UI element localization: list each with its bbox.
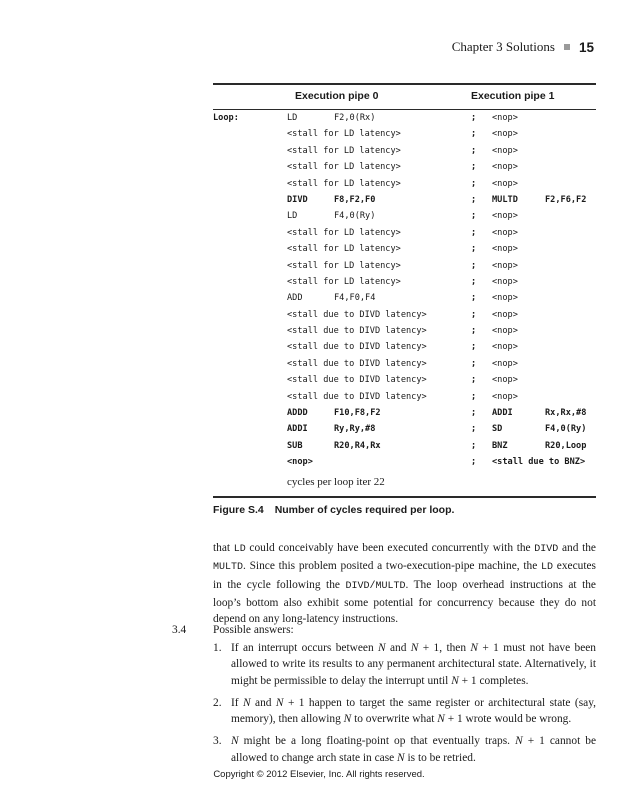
pipe-separator: ; xyxy=(471,408,477,419)
pipe0-op: SUB xyxy=(287,440,303,451)
table-row xyxy=(213,323,596,339)
pipe0-op: <stall due to DIVD latency> xyxy=(287,391,427,402)
pipe-separator: ; xyxy=(471,391,477,402)
list-text: If xyxy=(231,696,244,709)
table-row xyxy=(213,225,596,241)
pipe1-op: <nop> xyxy=(492,129,518,140)
pipe1-op: <nop> xyxy=(492,227,518,238)
para-code: LD xyxy=(233,544,246,555)
pipe1-op: <nop> xyxy=(492,276,518,287)
page-header xyxy=(452,37,594,57)
para-code: MULTD xyxy=(213,562,244,574)
pipe-separator: ; xyxy=(471,178,477,189)
table-row xyxy=(213,339,596,355)
pipe-separator: ; xyxy=(471,211,477,222)
para-text: executes in the cycle following the xyxy=(213,560,596,591)
para-text: . The loop overhead instructions at the loop’s bottom also exhibit some potential for concurrency because they do not depend on any long-latency instructions. xyxy=(213,578,596,626)
pipe1-op: <nop> xyxy=(492,178,518,189)
para-text: . Since this problem posited a two-execution-pipe machine, the xyxy=(243,560,542,573)
para-text: that xyxy=(213,542,234,554)
pipe1-op: <nop> xyxy=(492,309,518,320)
table-row xyxy=(213,454,596,470)
list-item-number: 2. xyxy=(213,696,222,709)
section-title: Possible answers: xyxy=(213,624,294,636)
list-text: to overwrite what xyxy=(351,713,438,726)
list-text: If an interrupt occurs between xyxy=(231,642,379,654)
pipe1-args: F2,F6,F2 xyxy=(545,194,587,205)
table-row xyxy=(213,372,596,388)
chapter-title: Chapter 3 Solutions xyxy=(451,39,555,54)
list-item xyxy=(213,695,596,728)
pipe0-op: <stall for LD latency> xyxy=(287,260,401,271)
pipe0-op: <stall for LD latency> xyxy=(287,178,401,189)
pipe0-op: <stall for LD latency> xyxy=(287,227,401,238)
pipe1-op: <nop> xyxy=(492,260,518,271)
para-code: LD xyxy=(541,562,554,574)
pipe-separator: ; xyxy=(471,440,477,451)
pipe1-op: SD xyxy=(492,424,503,435)
body-paragraph xyxy=(213,540,596,627)
pipe-separator: ; xyxy=(471,145,477,156)
list-text: is to be retried. xyxy=(404,751,476,764)
pipe0-op: ADD xyxy=(287,293,303,304)
table-row xyxy=(213,192,596,208)
pipe0-op: LD xyxy=(287,211,298,222)
pipe-separator: ; xyxy=(471,129,477,140)
pipe0-op: <stall due to DIVD latency> xyxy=(287,309,427,320)
table-row xyxy=(213,389,596,405)
list-item xyxy=(213,733,596,766)
pipe-separator: ; xyxy=(471,457,477,468)
table-row xyxy=(213,356,596,372)
list-var: N xyxy=(343,713,352,726)
figure-label: Figure S.4 xyxy=(213,504,264,516)
table-row xyxy=(213,307,596,323)
pipe0-op: <stall for LD latency> xyxy=(287,162,401,173)
table-bottom-rule xyxy=(213,496,596,498)
pipe-separator: ; xyxy=(471,194,477,205)
pipe1-op: MULTD xyxy=(492,194,518,205)
list-text: and xyxy=(250,696,276,709)
list-text: might be a long floating-point op that eventually traps. xyxy=(238,735,516,748)
list-var: N xyxy=(378,642,386,654)
table-row xyxy=(213,126,596,142)
cycles-per-iteration: cycles per loop iter 22 xyxy=(287,476,385,488)
list-var: N xyxy=(243,696,251,709)
list-text: + 1 cannot be allowed to change arch state in case xyxy=(231,735,597,764)
list-item-number: 3. xyxy=(213,735,222,748)
column-header-pipe0: Execution pipe 0 xyxy=(295,90,379,102)
table-row xyxy=(213,159,596,175)
list-var: N xyxy=(470,642,479,654)
table-top-rule xyxy=(213,83,596,85)
table-row xyxy=(213,421,596,437)
header-square-bullet xyxy=(564,44,570,50)
pipe0-args: F8,F2,F0 xyxy=(334,194,376,205)
pipe0-op: ADDI xyxy=(287,424,308,435)
list-var: N xyxy=(410,642,419,654)
pipe-separator: ; xyxy=(471,113,477,123)
pipe1-args: R20,Loop xyxy=(545,440,587,451)
pipe1-op: <nop> xyxy=(492,145,518,156)
pipe1-op: BNZ xyxy=(492,440,508,451)
pipe-separator: ; xyxy=(471,276,477,287)
list-item-number: 1. xyxy=(213,642,222,654)
table-row xyxy=(213,208,596,224)
list-text: + 1, then xyxy=(418,642,471,654)
pipe0-op: <stall for LD latency> xyxy=(287,145,401,156)
table-row xyxy=(213,290,596,306)
list-text: and xyxy=(385,642,411,654)
pipe0-args: Ry,Ry,#8 xyxy=(334,424,376,435)
pipe-separator: ; xyxy=(471,358,477,369)
list-var: N xyxy=(231,735,239,748)
para-code: DIVD xyxy=(534,544,559,555)
table-row xyxy=(213,258,596,274)
list-text: + 1 completes. xyxy=(458,674,529,687)
pipe1-args: Rx,Rx,#8 xyxy=(545,408,587,419)
pipe0-op: DIVD xyxy=(287,194,308,205)
pipe1-op: <nop> xyxy=(492,326,518,337)
pipe1-op: <stall due to BNZ> xyxy=(492,457,586,468)
list-var: N xyxy=(515,735,523,748)
pipe1-op: <nop> xyxy=(492,342,518,353)
pipe0-args: F2,0(Rx) xyxy=(334,113,376,123)
list-var: N xyxy=(437,713,445,726)
pipe0-op: <stall due to DIVD latency> xyxy=(287,342,427,353)
pipe-separator: ; xyxy=(471,293,477,304)
figure-caption xyxy=(213,504,454,516)
pipe1-op: <nop> xyxy=(492,162,518,173)
pipe1-op: <nop> xyxy=(492,113,518,123)
table-row xyxy=(213,405,596,421)
para-code: DIVD/MULTD xyxy=(345,580,406,592)
pipe1-op: <nop> xyxy=(492,391,518,402)
table-row xyxy=(213,274,596,290)
pipe0-op: <stall due to DIVD latency> xyxy=(287,326,427,337)
column-header-pipe1: Execution pipe 1 xyxy=(471,90,555,102)
para-text: could conceivably have been executed concurrently with the xyxy=(245,542,535,554)
row-label: Loop: xyxy=(213,113,239,123)
pipe0-op: <stall due to DIVD latency> xyxy=(287,358,427,369)
pipe0-args: R20,R4,Rx xyxy=(334,440,381,451)
pipe-separator: ; xyxy=(471,227,477,238)
pipe1-op: ADDI xyxy=(492,408,513,419)
pipe-separator: ; xyxy=(471,260,477,271)
table-body xyxy=(213,110,596,471)
list-text: + 1 happen to target the same register or architectural state (say, memory), then allowing xyxy=(231,696,596,726)
pipe1-op: <nop> xyxy=(492,358,518,369)
list-var: N xyxy=(451,674,459,687)
list-var: N xyxy=(275,696,284,709)
pipe0-op: <stall for LD latency> xyxy=(287,244,401,255)
list-item xyxy=(213,640,596,689)
answer-list xyxy=(213,640,596,772)
pipe0-op: <stall for LD latency> xyxy=(287,276,401,287)
list-var: N xyxy=(397,751,405,764)
pipe-separator: ; xyxy=(471,162,477,173)
para-text: and the xyxy=(558,542,596,554)
list-text: + 1 must not have been allowed to write its results to any permanent architectural state. Alternatively, it might be permissible to delay the interrupt until xyxy=(231,642,596,687)
pipe0-op: <stall due to DIVD latency> xyxy=(287,375,427,386)
table-row xyxy=(213,176,596,192)
section-number: 3.4 xyxy=(172,624,187,636)
pipe-separator: ; xyxy=(471,326,477,337)
page-number: 15 xyxy=(578,39,594,55)
pipe0-op: ADDD xyxy=(287,408,308,419)
table-row xyxy=(213,438,596,454)
pipe-separator: ; xyxy=(471,375,477,386)
pipe0-args: F10,F8,F2 xyxy=(334,408,381,419)
pipe-separator: ; xyxy=(471,309,477,320)
pipe1-op: <nop> xyxy=(492,244,518,255)
copyright-notice: Copyright © 2012 Elsevier, Inc. All rights reserved. xyxy=(213,769,425,780)
pipe-separator: ; xyxy=(471,244,477,255)
pipe1-args: F4,0(Ry) xyxy=(545,424,587,435)
pipe0-op: <nop> xyxy=(287,457,313,468)
table-row xyxy=(213,110,596,126)
list-text: + 1 wrote would be wrong. xyxy=(444,713,572,726)
table-row xyxy=(213,241,596,257)
pipe0-op: <stall for LD latency> xyxy=(287,129,401,140)
pipe0-args: F4,F0,F4 xyxy=(334,293,376,304)
pipe0-args: F4,0(Ry) xyxy=(334,211,376,222)
figure-caption-text: Number of cycles required per loop. xyxy=(274,504,455,516)
pipe-separator: ; xyxy=(471,342,477,353)
pipe-separator: ; xyxy=(471,424,477,435)
pipe1-op: <nop> xyxy=(492,293,518,304)
pipe1-op: <nop> xyxy=(492,211,518,222)
table-row xyxy=(213,143,596,159)
pipe0-op: LD xyxy=(287,113,298,123)
pipe1-op: <nop> xyxy=(492,375,518,386)
